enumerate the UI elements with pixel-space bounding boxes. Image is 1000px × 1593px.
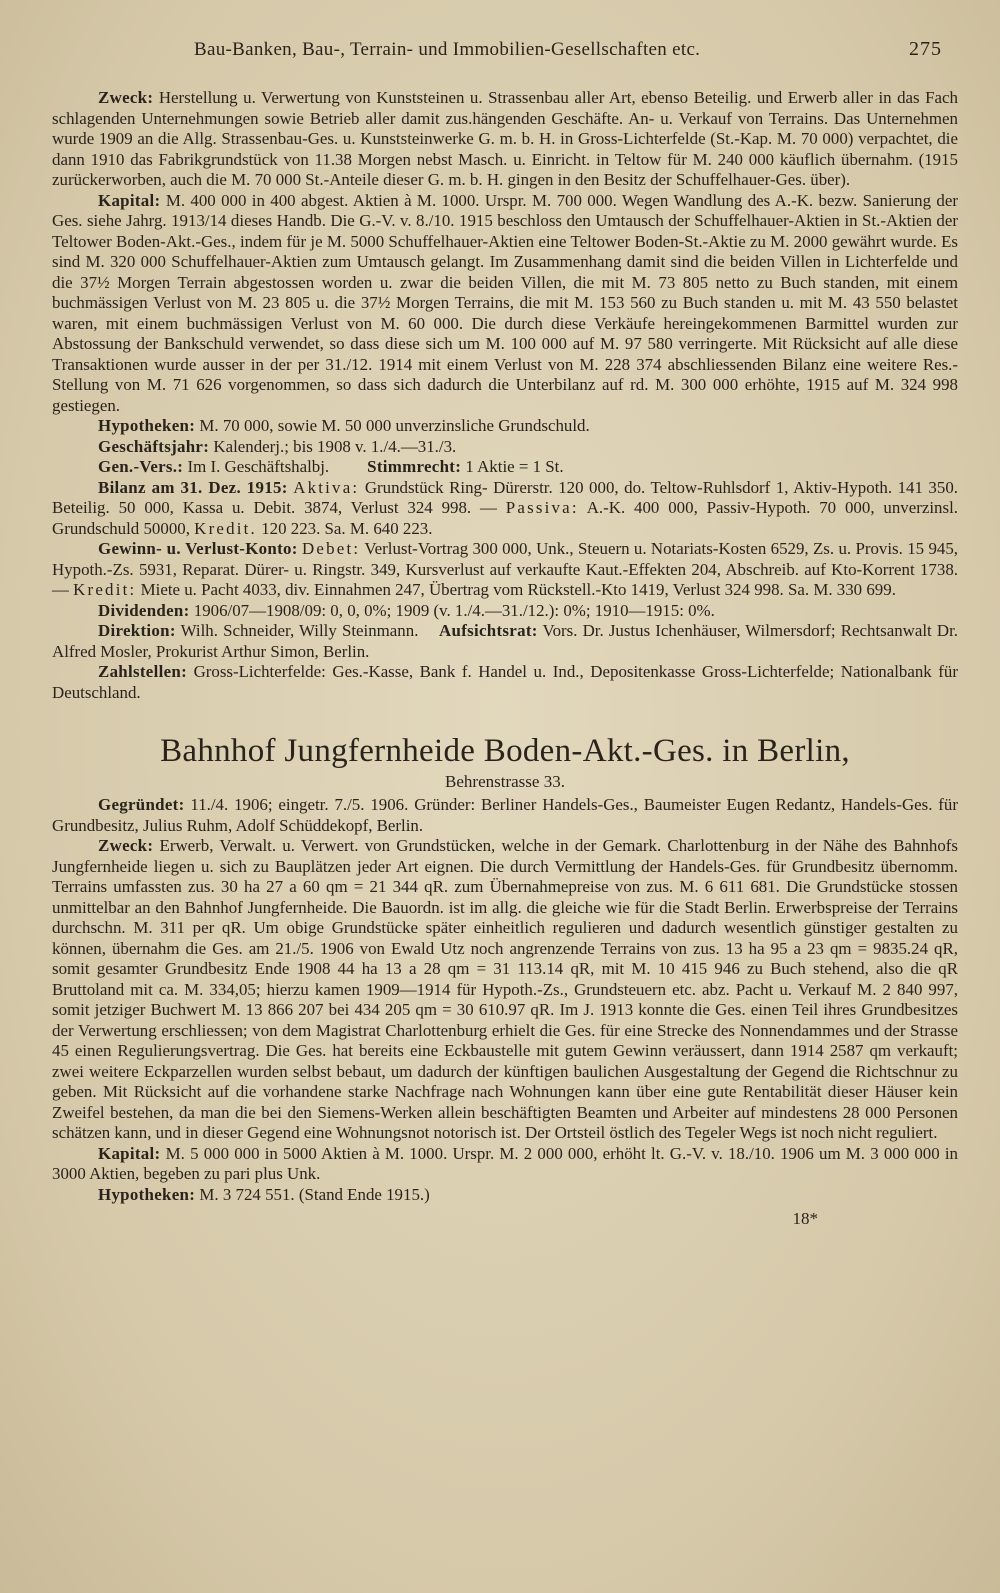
stimmrecht-text: 1 Aktie = 1 St. bbox=[465, 457, 564, 476]
zahlstellen-paragraph bbox=[52, 662, 958, 703]
kredit-label: Kredit. bbox=[194, 518, 257, 538]
aktiva-label: Aktiva: bbox=[293, 477, 360, 497]
aufsichtsrat-text: Vors. Dr. Justus Ichenhäuser, Wilmersdorf; Rechtsanwalt Dr. Alfred Mosler, Prokurist Arthur Simon, Berlin. bbox=[52, 621, 958, 661]
bilanz-label: Bilanz am 31. Dez. 1915: bbox=[98, 477, 288, 497]
geschaeftsjahr-paragraph bbox=[52, 437, 958, 458]
running-title: Bau-Banken, Bau-, Terrain- und Immobilien-Gesellschaften etc. bbox=[194, 39, 701, 60]
zahlstellen-text: Gross-Lichterfelde: Ges.-Kasse, Bank f. Handel u. Ind., Depositenkasse Gross-Lichterfelde; Nationalbank für Deutschland. bbox=[52, 662, 958, 702]
direktion-paragraph bbox=[52, 621, 958, 662]
genvers-label: Gen.-Vers.: bbox=[98, 457, 184, 476]
bilanz-paragraph bbox=[52, 478, 958, 540]
zweck2-text: Erwerb, Verwalt. u. Verwert. von Grundstücken, welche in der Gemark. Charlottenburg in der Nähe des Bahnhofs Jungfernheide liegen u. sich zu Bauplätzen jeder Art eignen. Die durch Vermittlung der Handels-Ges. für Grundbesitz übernomm. Terrains umfassten zus. 30 ha 27 a 60 qm = 21 344 qR. zum Übernahmepreise von zus. M. 6 611 681. Die Grundstücke stossen unmittelbar an den Bahnhof Jungfernheide. Die Bauordn. ist im allg. die gleiche wie für die Stadt Berlin. Erwerbspreise der Terrains durchschn. M. 311 per qR. Um obige Grundstücke später einheitlich regulieren und dadurch wesentlich günstiger gestalten zu können, übernahm die Ges. am 21./5. 1906 von Ewald Utz noch angrenzende Terrains von zus. 13 ha 95 a 23 qm = 9835.24 qR, somit gesamter Grundbesitz Ende 1908 44 ha 13 a 28 qm = 31 113.14 qR, mit M. 10 415 946 zu Buch stehend, also die qR Bruttoland mit ca. M. 334,05; hierzu kamen 1909—1914 für Hypoth.-Zs., Grundsteuern etc. abz. Pacht u. Verkauf M. 2 840 997, somit jetziger Buchwert M. 13 866 207 bei 434 205 qm = 30 610.97 qR. Im J. 1913 konnte die Ges. einen Teil ihres Grundbesitzes der Verwertung erschliessen; von dem Magistrat Charlottenburg erhielt die Ges. für eine Strecke des Nonnendammes und der Strasse 45 einen Regulierungsvertrag. Die Ges. hat bereits eine Eckbaustelle mit gutem Gewinn veräussert, dann 1914 2587 qm verkauft; zwei weitere Eckparzellen wurden selbst bebaut, um dadurch der künftigen baulichen Ausgestaltung der Gegend die Richtschnur zu geben. Mit Rücksicht auf die vorhandene starke Nachfrage nach Wohnungen kann über eine gute Rentabilität dieser Häuser kein Zweifel bestehen, da man die bei den Siemens-Werken allein beschäftigten Beamten und Arbeiter auf mindestens 28 000 Personen schätzen kann, und in dieser Gegend eine Wohnungsnot notorisch ist. Der Ortsteil östlich des Tegeler Wegs ist noch nicht reguliert. bbox=[52, 836, 958, 1142]
passiva-text: A.-K. 400 000, Passiv-Hypoth. 70 000, unverzinsl. Grundschuld 50000, bbox=[52, 498, 958, 538]
hypotheken-paragraph bbox=[52, 416, 958, 437]
aufsichtsrat-label: Aufsichtsrat: bbox=[439, 621, 538, 640]
genvers-paragraph bbox=[52, 457, 958, 478]
kapital2-label: Kapital: bbox=[98, 1143, 161, 1163]
kapital2-text: M. 5 000 000 in 5000 Aktien à M. 1000. Urspr. M. 2 000 000, erhöht lt. G.-V. v. 18./10. 1906 um M. 3 000 000 in 3000 Aktien, begeben zu pari plus Unk. bbox=[52, 1143, 958, 1183]
geschaeftsjahr-label: Geschäftsjahr: bbox=[98, 436, 210, 456]
zweck-paragraph bbox=[52, 88, 958, 191]
guv-label: Gewinn- u. Verlust-Konto: bbox=[98, 539, 298, 558]
gegruendet-paragraph bbox=[52, 795, 958, 836]
hypotheken2-label: Hypotheken: bbox=[98, 1184, 196, 1204]
debet-label: Debet: bbox=[302, 539, 361, 558]
hypotheken-text: M. 70 000, sowie M. 50 000 unverzinsliche Grundschuld. bbox=[199, 416, 590, 435]
entry-title: Bahnhof Jungfernheide Boden-Akt.-Ges. in Berlin, bbox=[160, 733, 850, 769]
zweck-label: Zweck: bbox=[98, 88, 154, 107]
aktiva-text: Grundstück Ring- Dürerstr. 120 000, do. Teltow-Ruhlsdorf 1, Aktiv-Hypoth. 141 350. Beteilig. 50 000, Kassa u. Debit. 3874, Verlust 324 998. — bbox=[52, 477, 958, 517]
zweck2-paragraph bbox=[52, 836, 958, 1144]
direktion-text: Wilh. Schneider, Willy Steinmann. bbox=[180, 621, 419, 640]
zahlstellen-label: Zahlstellen: bbox=[98, 662, 187, 681]
passiva-label: Passiva: bbox=[505, 498, 579, 517]
running-head bbox=[52, 30, 958, 88]
entry-teltower bbox=[52, 88, 958, 703]
dividenden-label: Dividenden: bbox=[98, 600, 190, 620]
gegruendet-label: Gegründet: bbox=[98, 795, 185, 814]
kredit2-label: Kredit: bbox=[73, 580, 137, 599]
gegruendet-text: 11./4. 1906; eingetr. 7./5. 1906. Gründer: Berliner Handels-Ges., Baumeister Eugen Redantz, Handels-Ges. für Grundbesitz, Julius Ruhm, Adolf Schüddekopf, Berlin. bbox=[52, 795, 958, 835]
kredit2-text: Miete u. Pacht 4033, div. Einnahmen 247, Übertrag vom Rückstell.-Kto 1419, Verlust 324 998. Sa. M. 330 699. bbox=[140, 580, 896, 599]
hypotheken2-paragraph bbox=[52, 1185, 958, 1206]
guv-paragraph bbox=[52, 539, 958, 601]
stimmrecht-label: Stimmrecht: bbox=[367, 457, 462, 476]
kapital-label: Kapital: bbox=[98, 190, 161, 210]
direktion-label: Direktion: bbox=[98, 621, 176, 640]
hypotheken-label: Hypotheken: bbox=[98, 416, 196, 435]
dividenden-text: 1906/07—1908/09: 0, 0, 0%; 1909 (v. 1./4.—31./12.): 0%; 1910—1915: 0%. bbox=[193, 600, 715, 620]
dividenden-paragraph bbox=[52, 601, 958, 622]
entry-jungfernheide bbox=[52, 795, 958, 1205]
kredit-text: 120 223. Sa. M. 640 223. bbox=[261, 518, 433, 538]
genvers-text: Im I. Geschäftshalbj. bbox=[187, 457, 330, 476]
zweck-text: Herstellung u. Verwertung von Kunststeinen u. Strassenbau aller Art, ebenso Beteilig. und Erwerb aller in das Fach schlagenden Unternehmungen sowie Betrieb aller damit zus.hängenden Geschäfte. An- u. Verkauf von Terrains. Das Unternehmen wurde 1909 an die Allg. Strassenbau-Ges. u. Kunststeinwerke G. m. b. H. in Gross-Lichterfelde (St.-Kap. M. 70 000) verpachtet, die dann 1910 das Fabrikgrundstück von 11.38 Morgen nebst Masch. u. Einricht. in Teltow für M. 240 000 käuflich übernahm. (1915 zurückerworben, auch die M. 70 000 St.-Anteile dieser G. m. b. H. gingen in den Besitz der Schuffelhauer-Ges. über). bbox=[52, 88, 958, 189]
kapital2-paragraph bbox=[52, 1144, 958, 1185]
page-number: 275 bbox=[909, 38, 942, 60]
geschaeftsjahr-text: Kalenderj.; bis 1908 v. 1./4.—31./3. bbox=[213, 436, 457, 456]
kapital-text: M. 400 000 in 400 abgest. Aktien à M. 1000. Urspr. M. 700 000. Wegen Wandlung des A.-K. bezw. Sanierung der Ges. siehe Jahrg. 1913/14 dieses Handb. Die G.-V. v. 8./10. 1915 beschloss den Umtausch der Schuffelhauer-Aktien in St.-Aktien der Teltower Boden-Akt.-Ges., indem für je M. 5000 Schuffelhauer-Aktien eine Teltower Boden-St.-Aktie zu M. 2000 gewährt wurde. Es sind M. 320 000 Schuffelhauer-Aktien zum Umtausch gelangt. Im Zusammenhang damit sind die beiden Villen in Lichterfelde und die 37½ Morgen Terrain abgestossen worden u. zwar die beiden Villen, die mit M. 73 805 netto zu Buch standen, mit einem buchmässigen Verlust von M. 23 805 u. die 37½ Morgen Terrains, die mit M. 153 560 zu Buch standen u. mit M. 43 550 belastet waren, mit einem buchmässigen Verlust von M. 60 000. Die durch diese Verkäufe hereingekommenen Barmittel wurden zur Abstossung der Bankschuld verwendet, so dass diese sich um M. 100 000 auf M. 97 580 verringerte. Mit Rücksicht auf alle diese Transaktionen wurde ausser in der per 31./12. 1914 mit einem Verlust von M. 228 374 abschliessenden Bilanz eine weitere Res.-Stellung von M. 71 626 vorgenommen, so dass sich dadurch die Unterbilanz auf rd. M. 300 000 erhöhte, 1915 auf M. 324 998 gestiegen. bbox=[52, 190, 958, 415]
signature-mark: 18* bbox=[792, 1209, 818, 1228]
kapital-paragraph bbox=[52, 191, 958, 417]
debet-text: Verlust-Vortrag 300 000, Unk., Steuern u. Notariats-Kosten 6529, Zs. u. Provis. 15 945, Hypoth.-Zs. 5931, Reparat. Dürer- u. Ringstr. 349, Kursverlust auf verkaufte Kaut.-Effekten 204, Abschreib. auf Kto-Korrent 1738. — bbox=[52, 539, 958, 599]
entry-address: Behrenstrasse 33. bbox=[445, 772, 565, 791]
hypotheken2-text: M. 3 724 551. (Stand Ende 1915.) bbox=[199, 1184, 430, 1204]
zweck2-label: Zweck: bbox=[98, 836, 154, 855]
